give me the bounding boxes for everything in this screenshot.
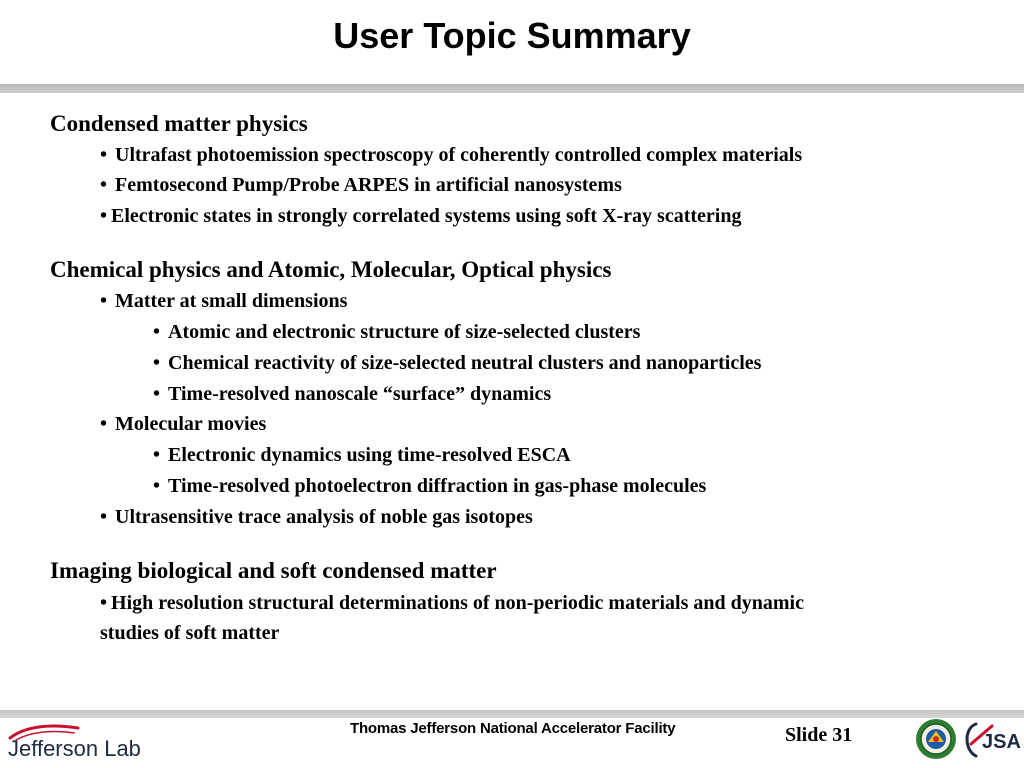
- bullet: •: [100, 290, 108, 312]
- jefferson-lab-logo-text: Jefferson Lab: [8, 736, 141, 761]
- list-item: • Electronic dynamics using time-resolved ESCA: [153, 444, 571, 466]
- bullet: •: [100, 205, 108, 227]
- list-item: • Chemical reactivity of size-selected neutral clusters and nanoparticles: [153, 352, 762, 374]
- bullet: •: [153, 321, 161, 343]
- facility-name: Thomas Jefferson National Accelerator Facility: [350, 720, 676, 737]
- section-heading-condensed-matter: Condensed matter physics: [50, 111, 308, 136]
- list-item-continuation: studies of soft matter: [100, 622, 280, 644]
- list-item: • Time-resolved nanoscale “surface” dynamics: [153, 383, 552, 405]
- bullet: •: [100, 144, 108, 166]
- bullet: •: [100, 413, 108, 435]
- list-item: • Electronic states in strongly correlated systems using soft X-ray scattering: [100, 205, 742, 227]
- list-item: • Time-resolved photoelectron diffraction in gas-phase molecules: [153, 475, 707, 497]
- list-item: • High resolution structural determinations of non-periodic materials and dynamic: [100, 592, 804, 614]
- list-item: • Ultrafast photoemission spectroscopy of coherently controlled complex materials: [100, 144, 803, 166]
- jsa-logo-text: JSA: [982, 731, 1021, 753]
- bullet: •: [100, 592, 108, 614]
- jsa-logo: [962, 718, 1022, 760]
- bullet: •: [153, 475, 161, 497]
- bullet: •: [153, 444, 161, 466]
- slide-number: Slide 31: [785, 724, 853, 746]
- bullet: •: [100, 506, 108, 528]
- list-item: • Atomic and electronic structure of size-selected clusters: [153, 321, 641, 343]
- doe-seal-icon: [915, 718, 957, 760]
- bullet: •: [100, 174, 108, 196]
- list-item: • Matter at small dimensions: [100, 290, 348, 312]
- list-item: • Femtosecond Pump/Probe ARPES in artificial nanosystems: [100, 174, 622, 196]
- slide-title: User Topic Summary: [333, 15, 691, 56]
- bullet: •: [153, 352, 161, 374]
- list-item: • Ultrasensitive trace analysis of noble gas isotopes: [100, 506, 533, 528]
- bullet: •: [153, 383, 161, 405]
- list-item: • Molecular movies: [100, 413, 267, 435]
- section-heading-imaging: Imaging biological and soft condensed matter: [50, 558, 497, 583]
- jefferson-lab-logo: [6, 716, 166, 764]
- section-heading-chemical-physics: Chemical physics and Atomic, Molecular, Optical physics: [50, 257, 612, 282]
